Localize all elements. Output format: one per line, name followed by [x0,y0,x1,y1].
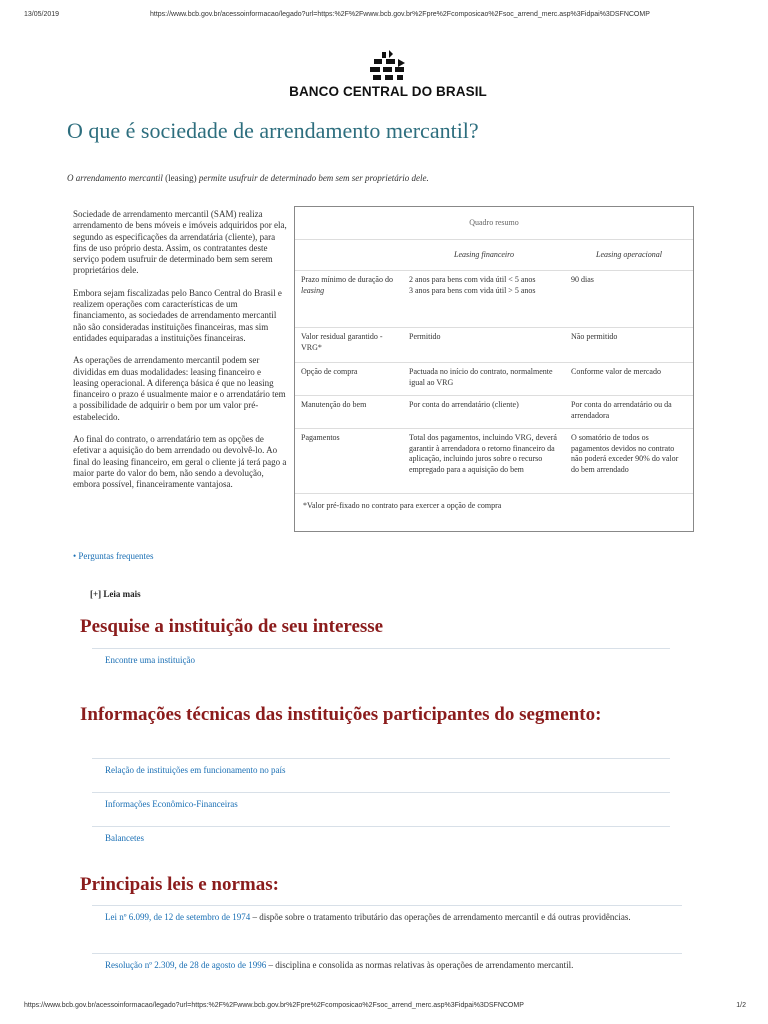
financeiro-line-2: 3 anos para bens com vida útil > 5 anos [409,285,536,295]
section-title-search: Pesquise a instituição de seu interesse [80,616,384,637]
footer-url: https://www.bcb.gov.br/acessoinformacao/legado?url=https:%2F%2Fwww.bcb.gov.br%2Fpre%2Fcomposicao%2Fsoc_arrend_merc.asp%3Fidpai%3DSFNCOMP [24,1002,524,1009]
table-row [295,271,693,328]
law-item [92,953,682,972]
law-6099-link[interactable]: Lei nº 6.099, de 12 de setembro de 1974 [105,912,251,922]
bcb-logo[interactable] [283,50,493,99]
bank-name: BANCO CENTRAL DO BRASIL [289,84,487,99]
table-row [295,396,693,429]
table-row [295,328,693,363]
header-empty [295,240,403,271]
row-label-emphasis: leasing [301,285,325,295]
header-leasing-operacional: Leasing operacional [565,240,693,271]
financeiro-cell: Pactuada no início do contrato, normalmente igual ao VRG [403,363,565,396]
table-row [295,429,693,494]
summary-caption: Quadro resumo [295,207,693,240]
financeiro-cell: Permitido [403,328,565,363]
row-label [295,271,403,328]
leia-mais-toggle[interactable]: [+] Leia mais [90,589,141,599]
intro-text-leasing: (leasing) [165,173,197,183]
find-institution-link[interactable]: Encontre uma instituição [105,655,195,665]
table-footnote: *Valor pré-fixado no contrato para exercer a opção de compra [303,501,502,510]
link-row [92,758,670,775]
paragraph-modalities: As operações de arrendamento mercantil podem ser divididas em duas modalidades: leasing financeiro e leasing operacional. A diferença básica é que no leasing financeiro o prazo é usualmente maior e o arrendatário tem a possibilidade de adquirir o bem por um valor pré-estabelecido. [73,355,286,422]
resolution-2309-description: – disciplina e consolida as normas relativas às operações de arrendamento mercantil. [266,960,574,970]
row-label: Manutenção do bem [295,396,403,429]
faq-link[interactable]: • Perguntas frequentes [73,551,154,561]
financeiro-line-1: 2 anos para bens com vida útil < 5 anos [409,275,536,284]
print-date: 13/05/2019 [24,11,60,18]
operacional-cell: Por conta do arrendatário ou da arrendadora [565,396,693,429]
institutions-list-link[interactable]: Relação de instituições em funcionamento no país [105,765,286,775]
summary-table [294,206,694,532]
operacional-cell: O somatório de todos os pagamentos devidos no contrato não poderá exceder 90% do valor do bem arrendado [565,429,693,494]
page-number: 1/2 [736,1002,746,1009]
bcb-emblem-icon [368,50,408,82]
operacional-cell: Não permitido [565,328,693,363]
operacional-cell: Conforme valor de mercado [565,363,693,396]
link-row [92,826,670,843]
economic-financial-info-link[interactable]: Informações Econômico-Financeiras [105,799,238,809]
page-title: O que é sociedade de arrendamento mercantil? [67,118,479,143]
intro-text [67,173,429,183]
section-title-technical-info: Informações técnicas das instituições participantes do segmento: [80,704,602,725]
paragraph-supervision: Embora sejam fiscalizadas pelo Banco Central do Brasil e realizem operações com características de um financiamento, as sociedades de arrendamento mercantil não são consideradas instituições financeiras, mas sim entidades equiparadas a instituições financeiras. [73,287,282,343]
intro-text-start: O arrendamento mercantil [67,173,166,183]
law-6099-description: – dispõe sobre o tratamento tributário das operações de arrendamento mercantil e dá outras providências. [250,912,631,922]
row-label: Opção de compra [295,363,403,396]
section-title-laws: Principais leis e normas: [80,874,279,895]
financeiro-cell: Total dos pagamentos, incluindo VRG, deverá garantir à arrendadora o retorno financeiro da aplicação, incluindo juros sobre o recurso empregado para a aquisição do bem [403,429,565,494]
law-item [92,905,682,924]
resolution-2309-link[interactable]: Resolução nº 2.309, de 28 de agosto de 1996 [105,960,267,970]
description-column [73,209,287,502]
row-label: Valor residual garantido - VRG* [295,328,403,363]
balance-sheets-link[interactable]: Balancetes [105,833,144,843]
intro-text-end: permite usufruir de determinado bem sem ser proprietário dele. [196,173,429,183]
table-row [295,363,693,396]
paragraph-definition: Sociedade de arrendamento mercantil (SAM) realiza arrendamento de bens móveis e imóveis adquiridos por ela, segundo as especificações da arrendatária (cliente), para fins de uso próprio desta. Assim, os contratantes deste serviço podem usufruir de determinado bem sem serem proprietários dele. [73,209,287,276]
header-leasing-financeiro: Leasing financeiro [403,240,565,271]
link-row [92,792,670,809]
financeiro-cell: Por conta do arrendatário (cliente) [403,396,565,429]
operacional-cell: 90 dias [565,271,693,328]
paragraph-contract-end: Ao final do contrato, o arrendatário tem as opções de efetivar a aquisição do bem arrendado ou devolvê-lo. Ao final do leasing financeiro, em geral o cliente já terá pago a maior parte do valor do bem, não sendo a devolução, embora possível, financeiramente vantajosa. [73,434,287,490]
link-row [92,648,670,665]
row-label-text: Prazo mínimo de duração do [301,275,393,284]
print-url: https://www.bcb.gov.br/acessoinformacao/legado?url=https:%2F%2Fwww.bcb.gov.br%2Fpre%2Fcomposicao%2Fsoc_arrend_merc.asp%3Fidpai%3DSFNCOMP [150,11,650,18]
row-label: Pagamentos [295,429,403,494]
financeiro-cell [403,271,565,328]
